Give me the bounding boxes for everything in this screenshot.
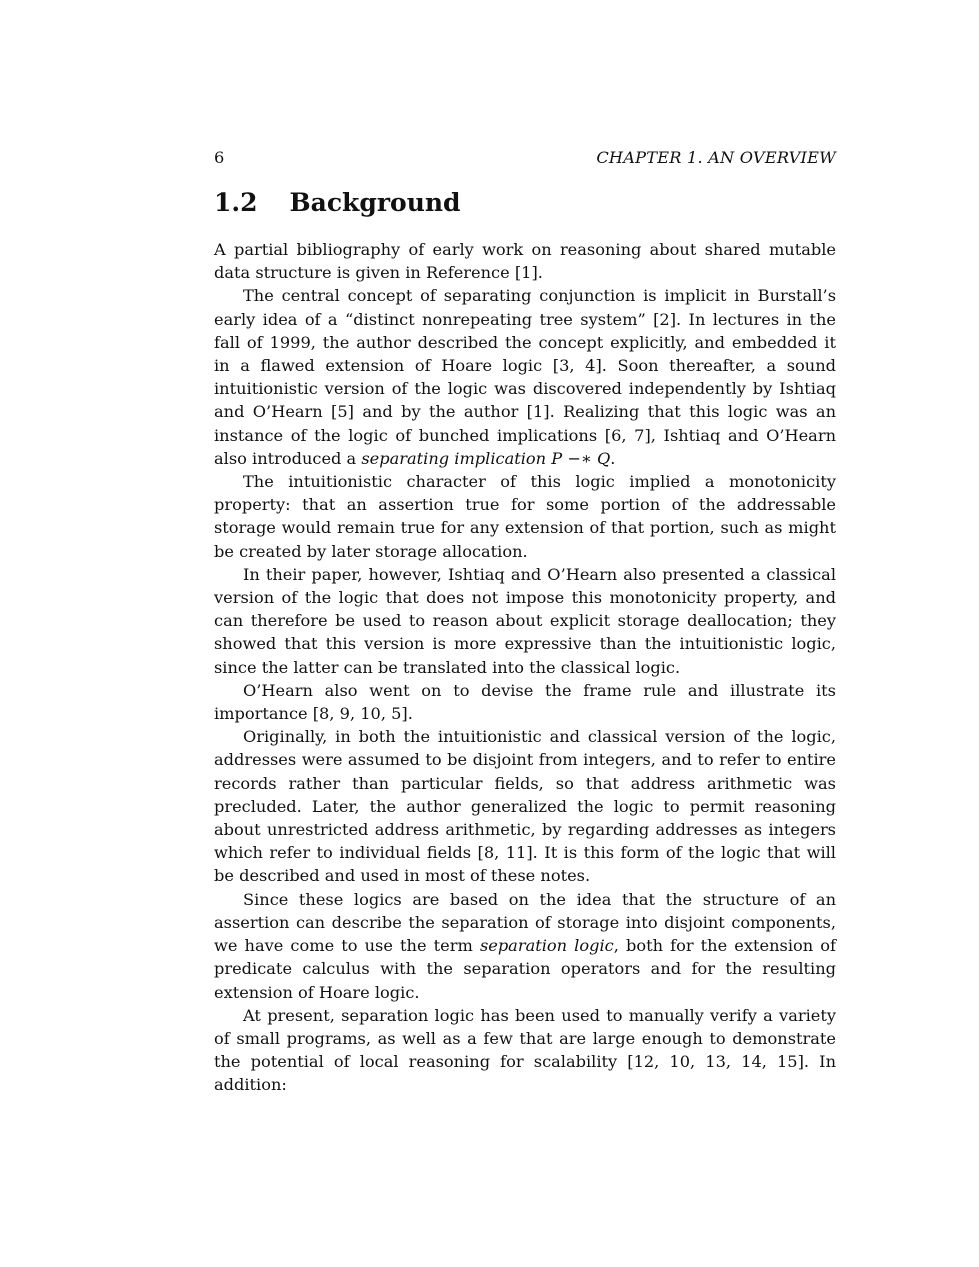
- paragraph: [214, 284, 836, 470]
- text-run: At present, separation logic has been used to manually verify a variety of small programs, as well as a few that are large enough to demonstrate the potential of local reasoning for scalability [12, 10, 13, 14, 15]. In addition:: [214, 1005, 836, 1095]
- body-text: [214, 238, 836, 1097]
- paragraph: [214, 679, 836, 725]
- section-title: Background: [289, 188, 461, 217]
- text-run: The central concept of separating conjunction is implicit in Burstall’s early idea of a “distinct nonrepeating tree system” [2]. In lectures in the fall of 1999, the author described the concept explicitly, and embedded it in a flawed extension of Hoare logic [3, 4]. Soon thereafter, a sound intuitionistic version of the logic was discovered independently by Ishtiaq and O’Hearn [5] and by the author [1]. Realizing that this logic was an instance of the logic of bunched implications [6, 7], Ishtiaq and O’Hearn also introduced a: [214, 286, 836, 468]
- paragraph: [214, 238, 836, 284]
- running-header: [214, 146, 836, 172]
- text-run: , both for the extension of predicate calculus with the separation operators and for the resulting extension of Hoare logic.: [214, 936, 836, 1002]
- paragraph: [214, 888, 836, 1004]
- paragraph: [214, 563, 836, 679]
- section-heading: [214, 188, 836, 218]
- paragraph: [214, 470, 836, 563]
- text-run: In their paper, however, Ishtiaq and O’Hearn also presented a classical version of the logic that does not impose this monotonicity property, and can therefore be used to reason about explicit storage deallocation; they showed that this version is more expressive than the intuitionistic logic, since the latter can be translated into the classical logic.: [214, 564, 836, 677]
- chapter-title: CHAPTER 1. AN OVERVIEW: [596, 148, 836, 167]
- text-run: O’Hearn also went on to devise the frame rule and illustrate its importance [8, 9, 10, 5].: [214, 680, 836, 724]
- paragraph: [214, 1004, 836, 1097]
- text-run: .: [610, 448, 616, 468]
- text-run: Originally, in both the intuitionistic and classical version of the logic, addresses were assumed to be disjoint from integers, and to refer to entire records rather than particular fields, so that address arithmetic was precluded. Later, the author generalized the logic to permit reasoning about unrestricted address arithmetic, by regarding addresses as integers which refer to individual fields [8, 11]. It is this form of the logic that will be described and used in most of these notes.: [214, 727, 836, 886]
- text-run: Since these logics are based on the idea that the structure of an assertion can describe the separation of storage into disjoint components, we have come to use the term: [214, 889, 836, 956]
- emphasized-text: separating implication P −∗ Q: [361, 448, 611, 468]
- page-number: 6: [214, 148, 225, 167]
- text-run: A partial bibliography of early work on reasoning about shared mutable data structure is given in Reference [1].: [214, 240, 836, 283]
- emphasized-text: separation logic: [479, 936, 614, 956]
- page: [214, 146, 836, 1097]
- text-run: The intuitionistic character of this logic implied a monotonicity property: that an assertion true for some portion of the addressable storage would remain true for any extension of that portion, such as might be created by later storage allocation.: [214, 472, 836, 561]
- section-number: 1.2: [214, 188, 258, 217]
- paragraph: [214, 725, 836, 887]
